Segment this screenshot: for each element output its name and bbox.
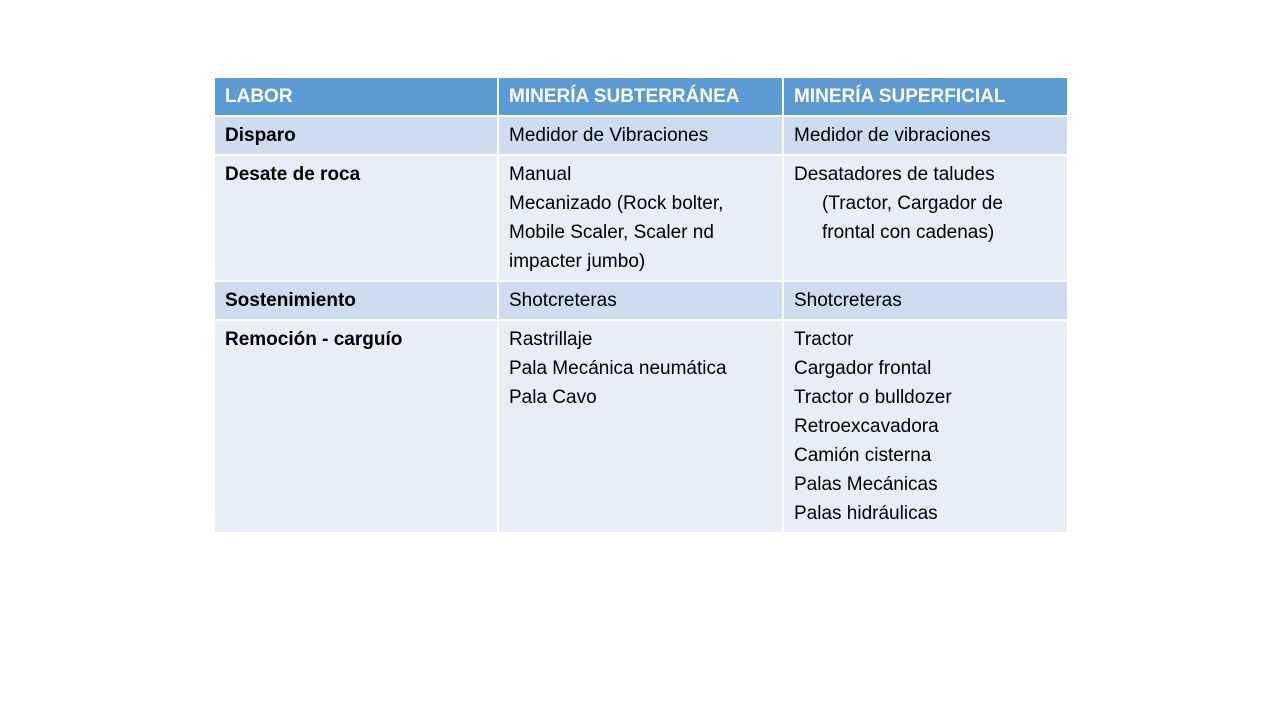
cell-line: Manual bbox=[509, 164, 572, 185]
cell-line: Cargador frontal bbox=[794, 358, 932, 379]
cell-line: impacter jumbo) bbox=[509, 251, 646, 272]
cell-line: Retroexcavadora bbox=[794, 416, 939, 437]
cell-line: Camión cisterna bbox=[794, 445, 932, 466]
cell-line: Desatadores de taludes (Tractor, Cargador de frontal con cadenas) bbox=[794, 164, 1003, 243]
table-row bbox=[214, 116, 1068, 155]
cell-line: Mecanizado (Rock bolter, bbox=[509, 193, 724, 214]
cell-line: Mobile Scaler, Scaler nd bbox=[509, 222, 714, 243]
labor-cell: Sostenimiento bbox=[214, 281, 498, 320]
cell-line: Medidor de Vibraciones bbox=[509, 125, 709, 146]
mining-equipment-table bbox=[213, 76, 1069, 534]
subterranea-cell bbox=[498, 116, 783, 155]
cell-line: Shotcreteras bbox=[794, 290, 902, 311]
cell-line: Tractor o bulldozer bbox=[794, 387, 952, 408]
cell-line: Pala Mecánica neumática bbox=[509, 358, 727, 379]
cell-line: Tractor bbox=[794, 329, 854, 350]
subterranea-cell bbox=[498, 155, 783, 281]
table-row bbox=[214, 320, 1068, 533]
subterranea-cell bbox=[498, 281, 783, 320]
superficial-cell bbox=[783, 281, 1068, 320]
superficial-cell bbox=[783, 155, 1068, 281]
cell-line: Pala Cavo bbox=[509, 387, 597, 408]
superficial-cell bbox=[783, 116, 1068, 155]
table-row bbox=[214, 281, 1068, 320]
table-row bbox=[214, 155, 1068, 281]
labor-cell: Desate de roca bbox=[214, 155, 498, 281]
subterranea-cell bbox=[498, 320, 783, 533]
cell-line: Shotcreteras bbox=[509, 290, 617, 311]
header-mineria-subterranea: MINERÍA SUBTERRÁNEA bbox=[498, 77, 783, 116]
cell-line: Rastrillaje bbox=[509, 329, 593, 350]
superficial-cell bbox=[783, 320, 1068, 533]
header-labor: LABOR bbox=[214, 77, 498, 116]
cell-line: Palas hidráulicas bbox=[794, 503, 938, 524]
labor-cell: Remoción - carguío bbox=[214, 320, 498, 533]
cell-line: Medidor de vibraciones bbox=[794, 125, 991, 146]
header-row bbox=[214, 77, 1068, 116]
header-mineria-superficial: MINERÍA SUPERFICIAL bbox=[783, 77, 1068, 116]
labor-cell: Disparo bbox=[214, 116, 498, 155]
cell-line: Palas Mecánicas bbox=[794, 474, 938, 495]
